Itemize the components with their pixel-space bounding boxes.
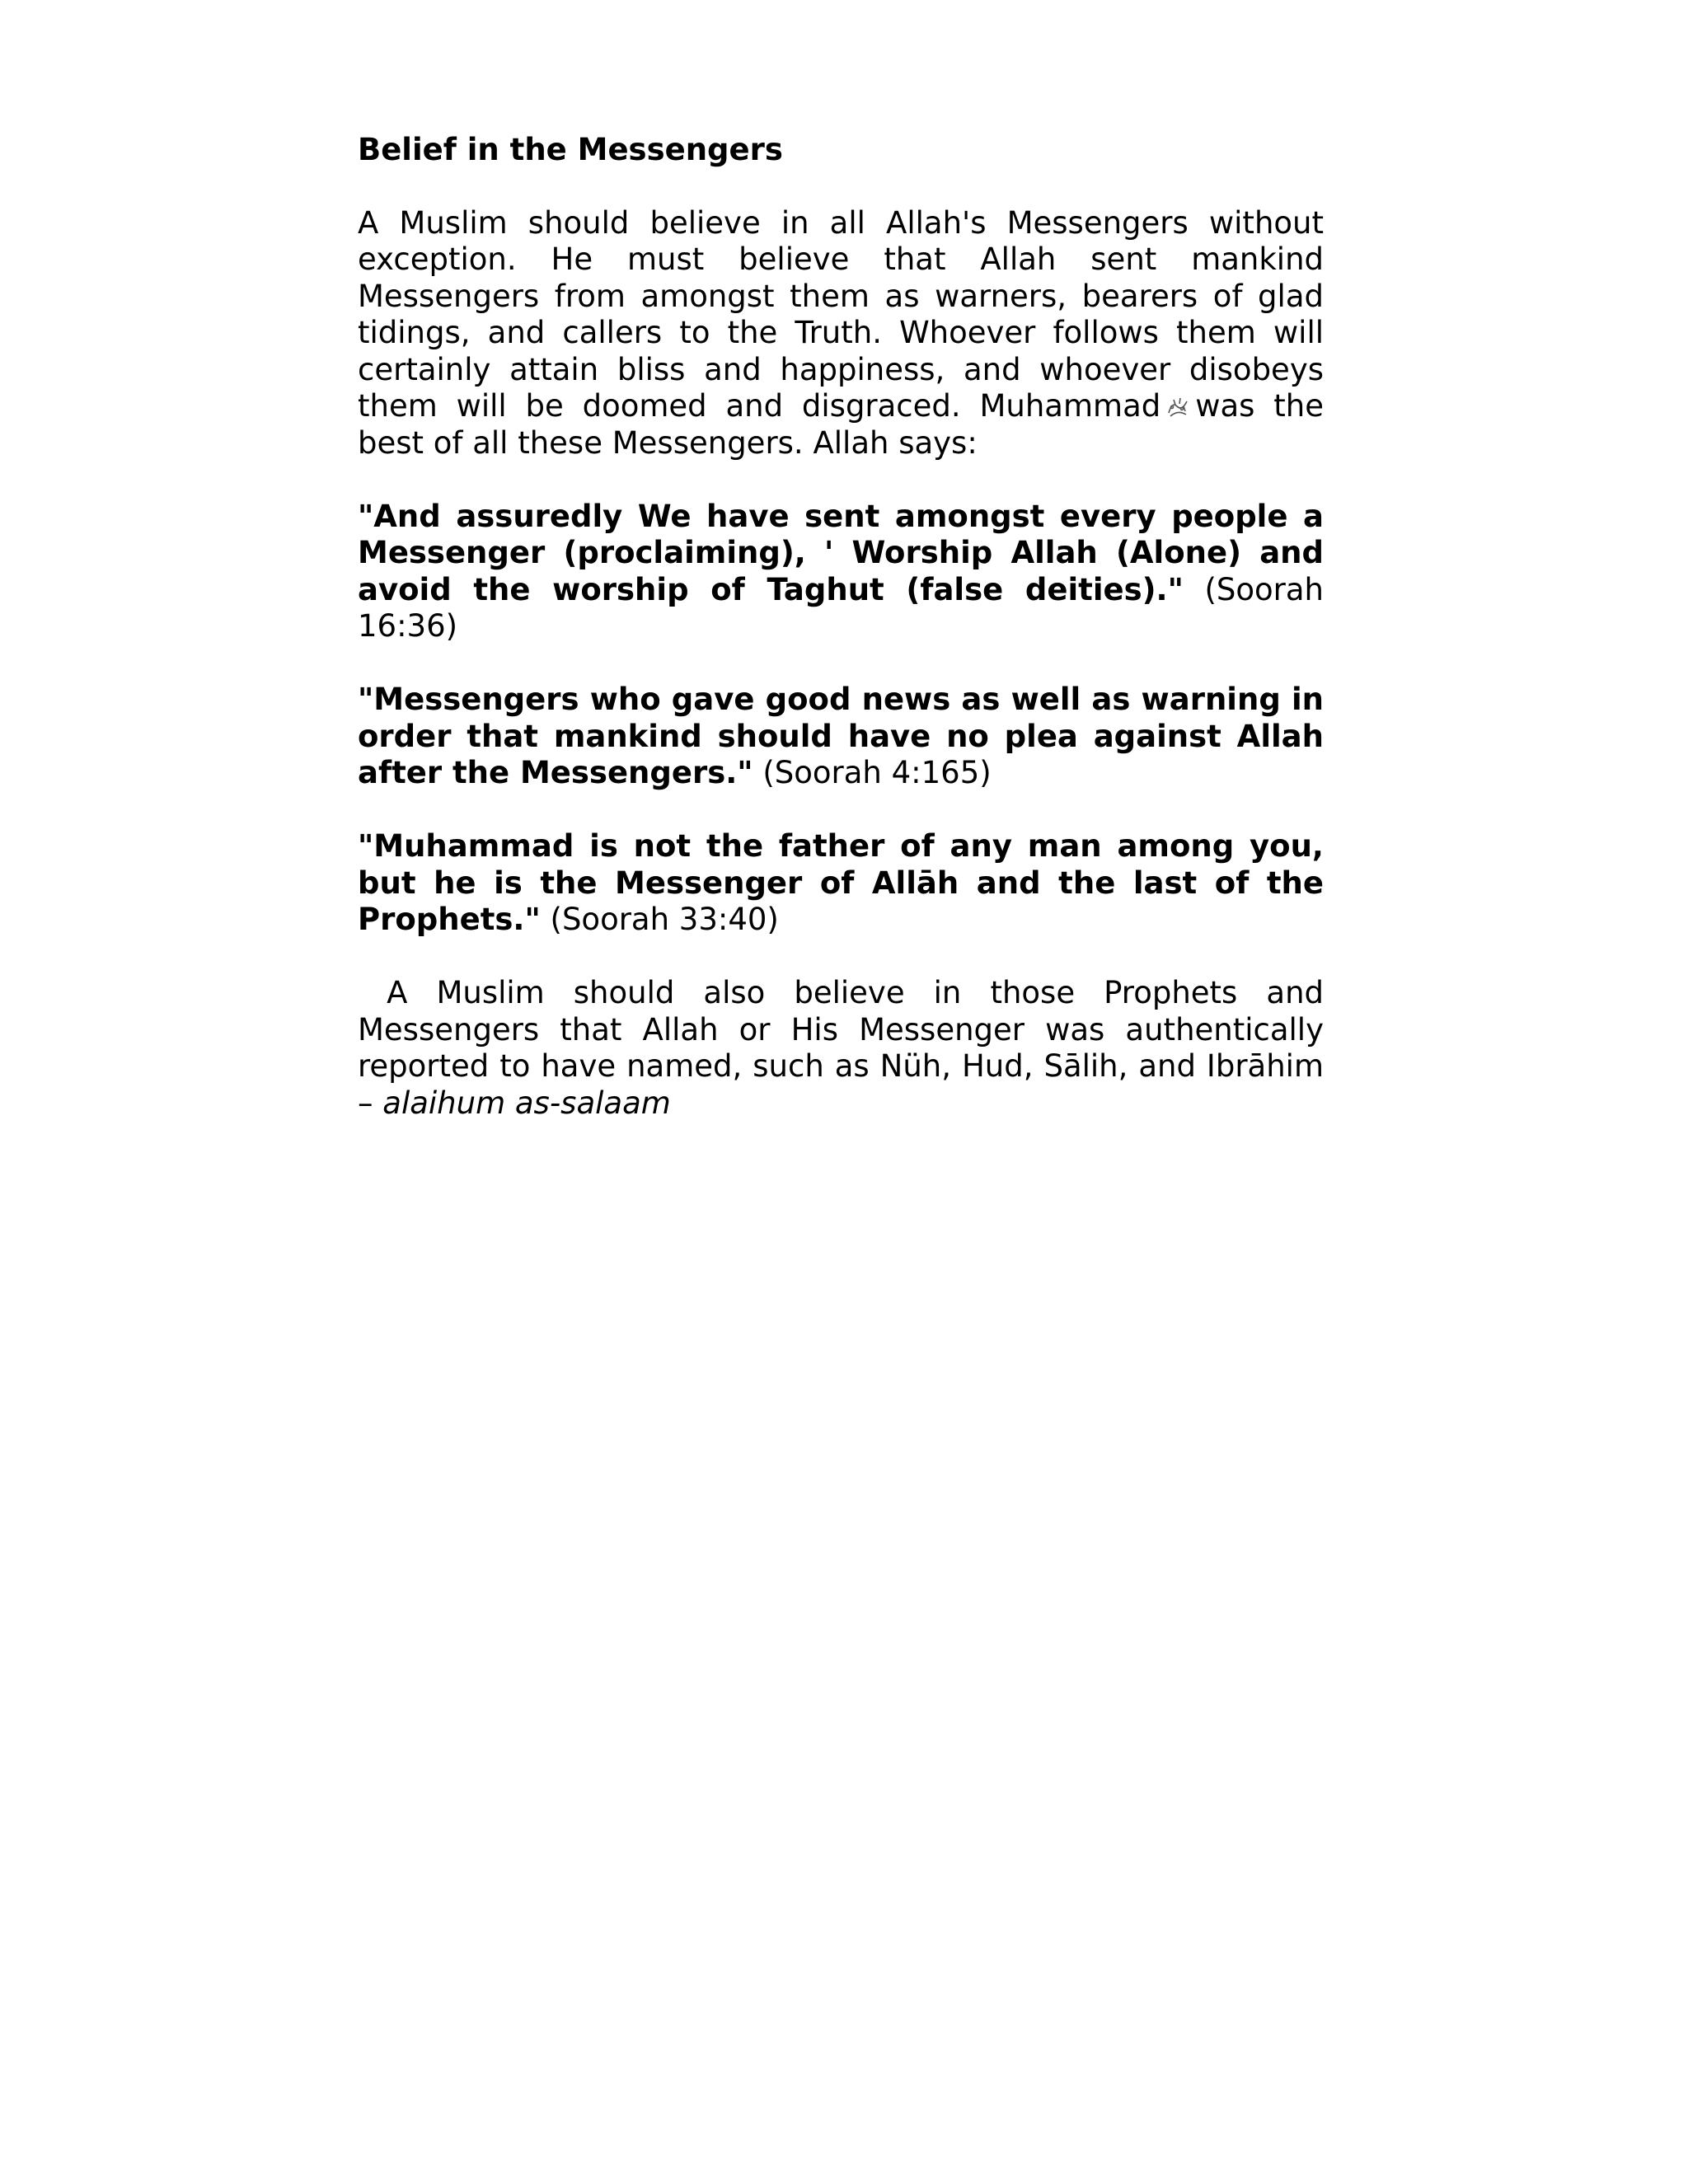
quote-4-165 <box>358 682 1324 792</box>
intro-text-before: A Muslim should believe in all Allah's Messengers without exception. He must believe that Allah sent mankind Messengers from amongst them as warners, bearers of glad tidings, and callers to the Truth. Whoever follows them will certainly attain bliss and happiness, and whoever disobeys them will be doomed and disgraced. Muhammad <box>358 204 1324 424</box>
document-page <box>358 132 1334 1159</box>
quote-33-40 <box>358 828 1324 939</box>
closing-text: A Muslim should also believe in those Prophets and Messengers that Allah or His Messenger was authentically reported to have named, such as Nüh, Hud, Sālih, and Ibrāhim – <box>358 975 1334 1121</box>
quote-text: "Muhammad is not the father of any man among you, but he is the Messenger of Allāh and the last of the Prophets." <box>358 828 1324 937</box>
quote-16-36 <box>358 499 1324 645</box>
quote-reference: (Soorah 16:36) <box>358 571 1324 644</box>
quote-text: "Messengers who gave good news as well as warning in order that mankind should have no plea against Allah after the Messengers." <box>358 682 1324 790</box>
quote-reference: (Soorah 4:165) <box>762 755 992 790</box>
salawat-glyph-icon <box>1165 395 1190 419</box>
section-heading: Belief in the Messengers <box>358 132 783 167</box>
intro-text-after: was the best of all these Messengers. Allah says: <box>358 388 1324 461</box>
quote-reference: (Soorah 33:40) <box>550 902 779 937</box>
closing-italic-text: alaihum as-salaam <box>382 1085 671 1121</box>
closing-paragraph <box>358 975 1334 1122</box>
quote-text: "And assuredly We have sent amongst every people a Messenger (proclaiming), ' Worship Allah (Alone) and avoid the worship of Taghut (false deities)." <box>358 498 1324 607</box>
intro-paragraph <box>358 205 1324 462</box>
